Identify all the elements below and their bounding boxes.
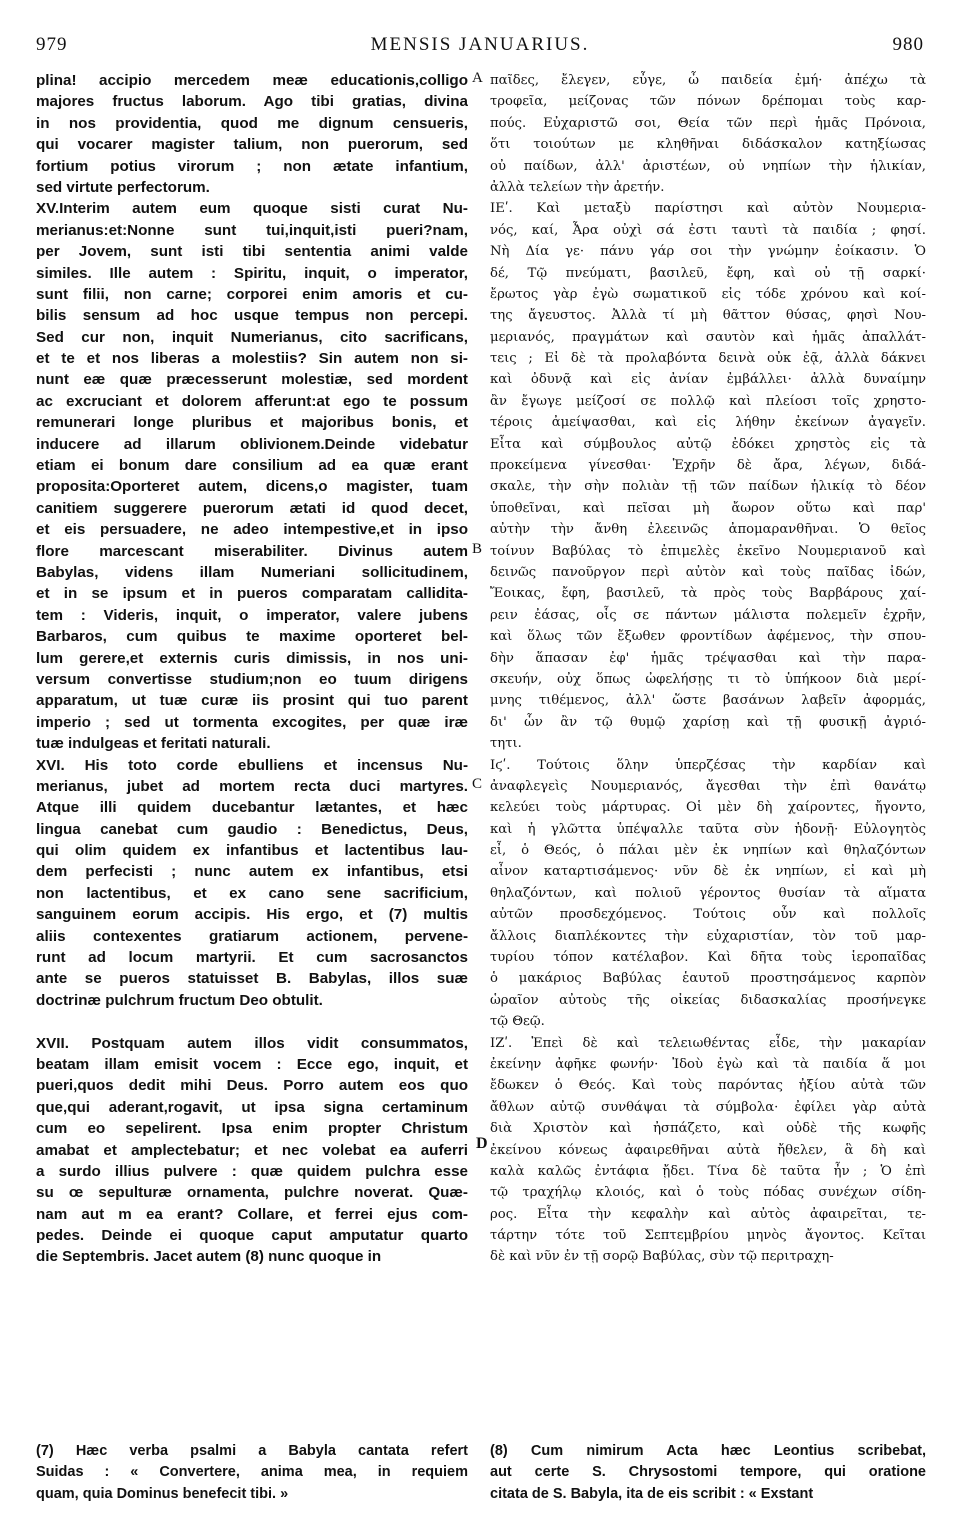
text-line: δέ, Τῷ πνεύματι, βασιλεῦ, ἔφη, καὶ οὐ τῇ σαρκί· xyxy=(490,265,926,281)
text-line: ἄθλων αὐτῷ συνθάψαι τὰ σύμβολα· ἐφίλει γὰρ αὐτὰ xyxy=(490,1099,926,1115)
text-line: Εἶτα καὶ σύμβουλος αὐτῷ ἐδόκει χρηστὸς εἰς τὰ xyxy=(490,436,926,452)
text-line: παῖδες, ἔλεγεν, εὖγε, ὦ παιδεία ἐμή· ἀπέχω τὰ xyxy=(490,73,926,88)
text-line: fortium potius virorum ; non ætate infantium, xyxy=(36,157,468,175)
text-line: plina! accipio mercedem meæ educationis,colligo xyxy=(36,72,468,89)
text-line: imperio ; sed ut tormenta excogites, per quæ iræ xyxy=(36,713,468,731)
text-line: δι' ὧν ἂν τῷ θυμῷ χαρίσῃ καὶ τῇ φυσικῇ ἀγριό- xyxy=(490,714,926,730)
text-line: διὰ Χριστὸν καὶ ἠσπάζετο, καὶ οὐδὲ τῆς κωφῆς xyxy=(490,1121,926,1137)
text-line: δὴν ἅπασαν ἐφ' ἡμᾶς τρέψασθαι καὶ τὴν παρα- xyxy=(490,650,926,666)
text-line: doctrinæ pulchrum fructum Deo obtulit. xyxy=(36,991,323,1009)
text-line xyxy=(36,1011,468,1032)
text-line: non lactentibus, et ex cano sene sacrificium, xyxy=(36,884,468,902)
text-line: (8) Cum nimirum Acta hæc Leontius scribebat, xyxy=(490,1443,926,1459)
page-header xyxy=(36,34,924,58)
text-line: amabat et amplectebatur; et nec volebat ea auferri xyxy=(36,1141,468,1159)
text-line: sanguinem eorum accipis. His ergo, et (7) multis xyxy=(36,906,468,924)
text-line: dem perfecisti ; nunc autem ex infantibus, etsi xyxy=(36,863,468,881)
section-marker-a: A xyxy=(472,70,483,86)
text-line: Ἔοικας, ἔφη, βασιλεῦ, τὰ πρὸς τοὺς Βαρβάρους χαί- xyxy=(490,586,926,602)
text-line: lum gerere,et externis curis dimissis, in nos uni- xyxy=(36,649,468,667)
text-line: nunt eæ quæ præcesserunt molestiæ, sed mordent xyxy=(36,371,468,389)
text-line: qui vocarer magister talium, non puerorum, sed xyxy=(36,136,468,154)
text-line: τῷ Θεῷ. xyxy=(490,1014,545,1030)
text-line: ὡραῖον αὐτοὺς τῆς οἰκείας διδασκαλίας προσήνεγκε xyxy=(490,992,926,1008)
text-line: ὅτι τοιούτων με κληθῆναι διδάσκαλον κατηξίωσας xyxy=(490,137,926,153)
text-line: Barbaros, cum quibus te maxime oporteret bel- xyxy=(36,628,468,646)
text-line: τητι. xyxy=(490,736,522,752)
text-line: θηλαζόντων, καὶ πολιοῦ γέροντος θυσίαν τὰ αἵματα xyxy=(490,885,926,901)
text-line: προκείμενα γίνεσθαι· Ἐχρῆν δὲ ἄρα, λέγων, διδά- xyxy=(490,458,926,474)
text-line: καὶ ἡ γλῶττα ὑπέψαλλε ταῦτα σὺν ἡδονῇ· Εὐλογητὸς xyxy=(490,821,926,837)
text-line: μεριανός, πραγμάτων καὶ σαυτὸν καὶ ἡμᾶς ἀπαλλάτ- xyxy=(490,329,926,345)
text-line: τῷ τραχήλῳ κλοιός, καὶ ὁ τοὺς πόδας συνέχων σίδη- xyxy=(490,1185,926,1201)
text-line: flore marcescant miserabiliter. Divinus autem xyxy=(36,542,468,560)
text-line: αὐτὴν τὴν ἄνθη ἐλεεινῶς ἀπομαρανθῆναι. Ὁ θεῖος xyxy=(490,522,926,538)
section-marker-c: C xyxy=(472,776,483,792)
text-line: pedes. Deinde ei quoque caput amputatur quarto xyxy=(36,1227,468,1245)
text-line: tuæ indulgeas et feritati naturali. xyxy=(36,735,271,753)
text-line: nam aut m ea erant? Collare, et ferrei ejus com- xyxy=(36,1205,468,1223)
text-line: κελεύει τοὺς μάρτυρας. Οἱ μὲν δὴ χαίροντες, ἤγοντο, xyxy=(490,800,926,816)
text-line: inducere ad illarum oblivionem.Deinde videbatur xyxy=(36,435,468,453)
text-line: beatam illam emisit vocem : Ecce ego, inquit, et xyxy=(36,1055,468,1073)
text-line: runt ad locum martyrii. Et cum sacrosanctos xyxy=(36,949,468,967)
text-line: τεις ; Εἰ δὲ τὰ προλαβόντα δεινὰ οὐκ ἐᾷ, ἀλλὰ δάκνει xyxy=(490,351,926,367)
text-line: ρειν ἐάσας, οἷς σε πάντων μάλιστα πολεμεῖν ἐχρῆν, xyxy=(490,607,926,623)
text-line: σκευήν, οὐχ ὅπως ὠφελήσῃς τι τὸ ὑπήκοον διὰ μερί- xyxy=(490,671,926,687)
text-line: ἔδωκεν ὁ Θεός. Καὶ τοὺς παρόντας ἠξίου αὐτὰ τῶν xyxy=(490,1078,926,1094)
footnote-left xyxy=(36,1442,468,1506)
text-line: qui olim quidem ex infantibus et lactentibus lau- xyxy=(36,842,468,860)
text-line: Ιϛʹ. Τούτοις ὅλην ὑπερζέσας τὴν καρδίαν καὶ xyxy=(490,757,926,773)
text-line: aut certe S. Chrysostomi tempore, qui oratione xyxy=(490,1464,926,1481)
text-line: apparatum, ut tuæ curæ iis prosint qui tuo parent xyxy=(36,692,468,710)
greek-column xyxy=(490,70,926,1268)
text-line: Babylas, videns illam Numeriani sollicitudinem, xyxy=(36,563,468,581)
text-line: ac excruciant et dolorem afferunt:at ego te possum xyxy=(36,392,468,410)
text-line: σκαλε, τὴν σὴν πολιὰν τῇ τῶν παίδων ἡλικίᾳ τὸ δέον xyxy=(490,479,926,495)
text-line: a surdo illius pulvere : quæ quidem pulchra esse xyxy=(36,1162,468,1180)
text-line: cum eo sepelirent. Ipsa enim propter Christum xyxy=(36,1120,468,1138)
text-line: τυρίου τόπον κατέλαβον. Καὶ δῆτα τοὺς ἱεροπαῖδας xyxy=(490,950,926,966)
text-line: similes. Ille autem : Spiritu, inquit, o imperator, xyxy=(36,264,468,282)
running-title: MENSIS JANUARIUS. xyxy=(370,34,590,55)
text-line: εἶ, ὁ Θεός, ὁ πάλαι μὲν ἐκ νηπίων καὶ θηλαζόντων xyxy=(490,843,926,859)
text-line: aliis contexentes gratiarum actionem, pervene- xyxy=(36,927,468,945)
text-line: νός, καί, Ἆρα οὐχὶ σά ἐστι ταυτὶ τὰ παιδία ; φησί. xyxy=(490,222,926,238)
text-line: καὶ ὀδυνᾷ καὶ εἰς ἀνίαν ἐμβάλλει· ἀλλὰ δυναίμην xyxy=(490,372,926,388)
text-line: οὐ παίδων, ἀλλ' ἀριστέων, οὐ νηπίων τὴν ἡλικίαν, xyxy=(490,158,926,174)
text-line: versum convertisse studium;non eo tuum dirigens xyxy=(36,670,468,688)
text-line: etiam ei bonum dare consilium ad ea quæ erant xyxy=(36,457,468,475)
page-number-right: 980 xyxy=(892,34,924,55)
latin-column xyxy=(36,70,468,1268)
text-line: XVI. His toto corde ebulliens et incensus Nu- xyxy=(36,756,468,774)
text-line: merianus:et:Nonne sunt tui,inquit,isti pueri?nam, xyxy=(36,221,468,239)
text-line: τέροις ἀμείψασθαι, καὶ εἰς λήθην ἐκείνων ἀγαγεῖν. xyxy=(490,415,926,431)
text-line: in nos providentia, quod me dignum censueris, xyxy=(36,114,468,132)
text-line: remunerari longe pluribus et majoribus bonis, et xyxy=(36,414,468,432)
text-line: αὐτῶν προσδεχόμενος. Τούτοις οὖν καὶ πολλοῖς xyxy=(490,907,926,923)
text-line: της ἄγευστος. Ἀλλὰ τί μὴ θᾶττον θύσας, φησὶ Νου- xyxy=(490,308,926,324)
text-line: su œ sepulturæ ornamenta, pulchre noverat. Quæ- xyxy=(36,1184,468,1202)
text-line: et in se ipsum et in pueros comparatam callidita- xyxy=(36,585,468,603)
text-line: ΙΖʹ. Ἐπεὶ δὲ καὶ τελειωθέντας εἶδε, τὴν μακαρίαν xyxy=(490,1035,926,1051)
text-line: πούς. Εὐχαριστῶ σοι, Θεία τῶν περὶ ἡμᾶς Πρόνοια, xyxy=(490,115,926,131)
text-line: ἀναφλεγεὶς Νουμεριανός, ἄγεσθαι τὴν ἐπὶ θανάτῳ xyxy=(490,778,926,794)
text-line: δὲ καὶ νῦν ἐν τῇ σορῷ Βαβύλας, σὺν τῷ περιτραχη- xyxy=(490,1249,834,1265)
text-line: τοίνυν Βαβύλας τὸ ἐπιμελὲς ἐκεῖνο Νουμεριανοῦ καὶ xyxy=(490,543,926,559)
text-line: sunt filii, non carne; corporei enim amoris et cu- xyxy=(36,285,468,303)
text-line: bilis sensum ad hoc usque tempus non percepi. xyxy=(36,307,468,325)
text-line: que,qui aderant,rogavit, ut ipsa signa certaminum xyxy=(36,1098,468,1116)
text-line: majores fructus laborum. Ago tibi gratias, divina xyxy=(36,93,468,111)
text-line: (7) Hæc verba psalmi a Babyla cantata refert xyxy=(36,1443,468,1459)
text-line: τάρτην τότε τοῦ Σεπτεμβρίου μηνὸς ἄγοντος. Κεῖται xyxy=(490,1228,926,1244)
text-line: et te et nos liberas a molestiis? Sin autem non si- xyxy=(36,350,468,368)
text-line: ante se pueros statuisset B. Babylas, illos suæ xyxy=(36,970,468,988)
text-line: ΙΕʹ. Καὶ μεταξὺ παρίστησι καὶ αὐτὸν Νουμερια- xyxy=(490,201,926,217)
text-line: ἀλλὰ τελείων τὴν ἀρετήν. xyxy=(490,179,665,195)
text-line: citata de S. Babyla, ita de eis scribit : « Exstant xyxy=(490,1485,814,1502)
text-line: Atque illi quidem ducebantur lætantes, et hæc xyxy=(36,799,468,817)
text-line: ἄλλοις διαπλέκοντες τὴν εὐχαριστίαν, τὸν τοῦ μαρ- xyxy=(490,928,926,944)
text-line: et eis persuadere, ne adeo intempestive,et in ipso xyxy=(36,521,468,539)
text-line: lingua canebat cum gaudio : Benedictus, Deus, xyxy=(36,820,468,838)
text-line: XVII. Postquam autem illos vidit consummatos, xyxy=(36,1034,468,1052)
text-line: καὶ ὅλως τῶν ἔξωθεν φροντίδων ἀφέμενος, τὴν σπου- xyxy=(490,629,926,645)
text-line: ὁ μακάριος Βαβύλας ἑαυτοῦ προστησάμενος καρπὸν xyxy=(490,971,926,987)
text-line: ὑποθεῖναι, καὶ πεῖσαι μὴ ἄωρον οὕτω καὶ παρ' xyxy=(490,500,926,516)
text-line: ἐκείνην ἀφῆκε φωνήν· Ἰδοὺ ἐγὼ καὶ τὰ παιδία ἅ μοι xyxy=(490,1056,926,1072)
text-line: die Septembris. Jacet autem (8) nunc quoque in xyxy=(36,1248,382,1266)
text-line: καλὰ καλῶς ἐντάφια ᾔδει. Τίνα δὲ ταῦτα ἦν ; Ὁ ἐπὶ xyxy=(490,1163,926,1179)
text-line: Suidas : « Convertere, anima mea, in requiem xyxy=(36,1464,468,1481)
text-line: per Jovem, sunt isti tibi sententia animi valde xyxy=(36,243,468,261)
text-line: pueri,quos dedit mihi Deus. Porro autem eos quo xyxy=(36,1077,468,1095)
text-line: δεινῶς πανοῦργον περὶ αὐτὸν καὶ τοὺς παῖδας ἰδών, xyxy=(490,564,926,580)
text-line: τροφεῖα, μείζονας τῶν πόνων δρέπομαι τοὺς καρ- xyxy=(490,94,926,110)
text-line: proposita:Oporteret autem, dicens,o magister, tuam xyxy=(36,478,468,496)
text-line: Sed cur non, inquit Numerianus, cito sacrificans, xyxy=(36,328,468,346)
text-line: ρος. Εἶτα τὴν κεφαλὴν καὶ αὐτὸς ἀφαιρεῖται, τε- xyxy=(490,1206,926,1222)
text-line: quam, quia Dominus benefecit tibi. » xyxy=(36,1485,289,1502)
text-line: XV.Interim autem eum quoque sisti curat Nu- xyxy=(36,200,468,218)
text-line: tem : Videris, inquit, o imperator, valere jubens xyxy=(36,606,468,624)
text-line: αἶνον καταρτισάμενος· νῦν δὲ ἐκ νηπίων, εἰ καὶ μὴ xyxy=(490,864,926,880)
text-line: ἐκείνου κόνεως ἀφαιρεθῆναι αὐτὰ ἤθελεν, ἃ δὴ καὶ xyxy=(490,1142,926,1158)
text-line: canitiem suggerere puerorum ætati id quod decet, xyxy=(36,499,468,517)
text-line: ἂν ἔγωγε μείζοσί σε πολλῷ καὶ πλείοσι τοῖς χρηστο- xyxy=(490,393,926,409)
text-line: sed virtute perfectorum. xyxy=(36,178,210,196)
text-line: merianus, jubet ad mortem recta duci martyres. xyxy=(36,777,468,795)
section-marker-d: D xyxy=(476,1135,488,1152)
text-line: μνης τιθέμενος, ἀλλ' ὥστε βασάνων λαβεῖν ἀφορμάς, xyxy=(490,693,926,709)
text-line: Νὴ Δία γε· πάνυ γάρ σοι τὴν γνώμην ἐοίκασιν. Ὁ xyxy=(490,244,926,260)
section-marker-b: B xyxy=(472,541,483,557)
page-number-left: 979 xyxy=(36,34,68,55)
footnote-right xyxy=(490,1442,926,1506)
text-line: ἔρωτος γὰρ ἐγὼ σωματικοῦ εἰς τόδε χρόνου καὶ κοί- xyxy=(490,286,926,302)
